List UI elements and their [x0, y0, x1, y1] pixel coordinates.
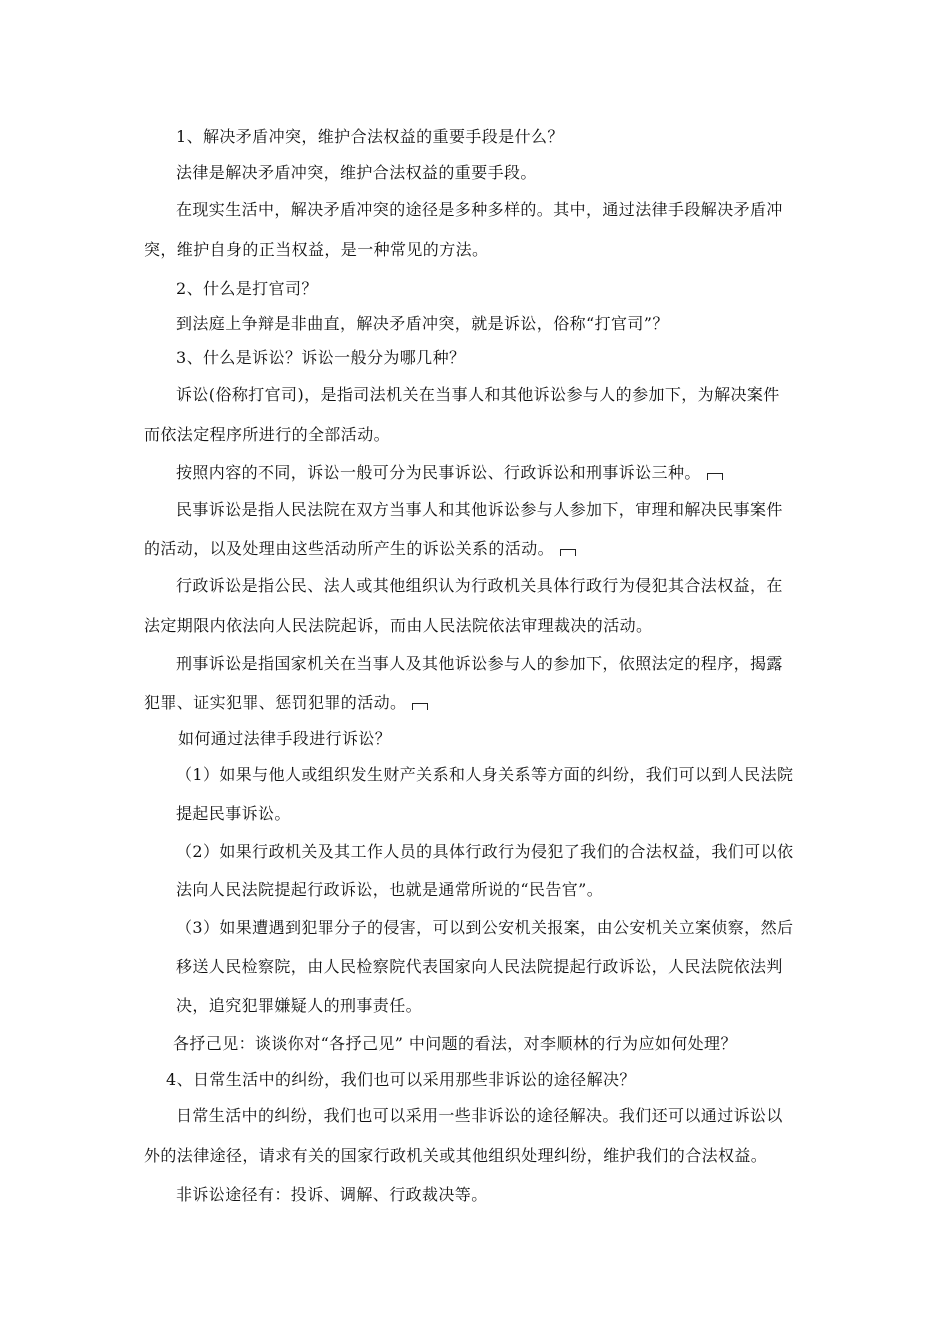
paragraph-line: 日常生活中的纠纷，我们也可以采用一些非诉讼的途径解决。我们还可以通过诉讼以 — [176, 1106, 783, 1125]
edit-mark-icon — [412, 703, 428, 710]
question-2: 2、什么是打官司？ — [176, 279, 318, 298]
paragraph-line: 法定期限内依法向人民法院起诉，而由人民法院依法审理裁决的活动。 — [144, 616, 653, 635]
paragraph-line: 民事诉讼是指人民法院在双方当事人和其他诉讼参与人参加下，审理和解决民事案件 — [176, 500, 783, 519]
list-item-continuation: 移送人民检察院，由人民检察院代表国家向人民法院提起行政诉讼，人民法院依法判 — [176, 957, 783, 976]
paragraph-line — [176, 463, 723, 483]
paragraph-line: 行政诉讼是指公民、法人或其他组织认为行政机关具体行政行为侵犯其合法权益，在 — [176, 576, 783, 595]
paragraph-line: 刑事诉讼是指国家机关在当事人及其他诉讼参与人的参加下，依照法定的程序，揭露 — [176, 654, 783, 673]
question-1: 1、解决矛盾冲突，维护合法权益的重要手段是什么？ — [176, 127, 564, 146]
paragraph-line — [144, 693, 428, 713]
edit-mark-icon — [707, 473, 723, 480]
paragraph-line: 突，维护自身的正当权益，是一种常见的方法。 — [144, 240, 489, 259]
question-3: 3、什么是诉讼？诉讼一般分为哪几种？ — [176, 348, 466, 367]
paragraph-text: 按照内容的不同，诉讼一般可分为民事诉讼、行政诉讼和刑事诉讼三种。 — [176, 463, 701, 482]
paragraph-line — [144, 539, 576, 559]
paragraph-line: 到法庭上争辩是非曲直，解决矛盾冲突，就是诉讼，俗称“打官司”？ — [176, 314, 669, 333]
paragraph-text: 犯罪、证实犯罪、惩罚犯罪的活动。 — [144, 693, 407, 712]
paragraph-line: 非诉讼途径有：投诉、调解、行政裁决等。 — [176, 1185, 488, 1204]
list-item: （3）如果遭遇到犯罪分子的侵害，可以到公安机关报案，由公安机关立案侦察，然后 — [176, 918, 794, 937]
list-item-continuation: 决，追究犯罪嫌疑人的刑事责任。 — [176, 996, 423, 1015]
paragraph-line: 在现实生活中，解决矛盾冲突的途径是多种多样的。其中，通过法律手段解决矛盾冲 — [176, 200, 783, 219]
edit-mark-icon — [560, 549, 576, 556]
discussion-prompt: 各抒己见：谈谈你对“各抒己见” 中问题的看法，对李顺林的行为应如何处理？ — [173, 1034, 737, 1053]
paragraph-line: 法律是解决矛盾冲突，维护合法权益的重要手段。 — [176, 163, 537, 182]
paragraph-line: 诉讼(俗称打官司)，是指司法机关在当事人和其他诉讼参与人的参加下，为解决案件 — [176, 385, 780, 404]
paragraph-text: 的活动，以及处理由这些活动所产生的诉讼关系的活动。 — [144, 539, 555, 558]
paragraph-line: 而依法定程序所进行的全部活动。 — [144, 425, 391, 444]
list-item: （1）如果与他人或组织发生财产关系和人身关系等方面的纠纷，我们可以到人民法院 — [176, 765, 794, 784]
list-item: （2）如果行政机关及其工作人员的具体行政行为侵犯了我们的合法权益，我们可以依 — [176, 842, 794, 861]
section-heading: 如何通过法律手段进行诉讼？ — [178, 729, 392, 748]
question-4: 4、日常生活中的纠纷，我们也可以采用那些非诉讼的途径解决？ — [166, 1070, 636, 1089]
list-item-continuation: 提起民事诉讼。 — [176, 804, 291, 823]
paragraph-line: 外的法律途径，请求有关的国家行政机关或其他组织处理纠纷，维护我们的合法权益。 — [144, 1146, 768, 1165]
list-item-continuation: 法向人民法院提起行政诉讼，也就是通常所说的“民告官”。 — [176, 880, 604, 899]
